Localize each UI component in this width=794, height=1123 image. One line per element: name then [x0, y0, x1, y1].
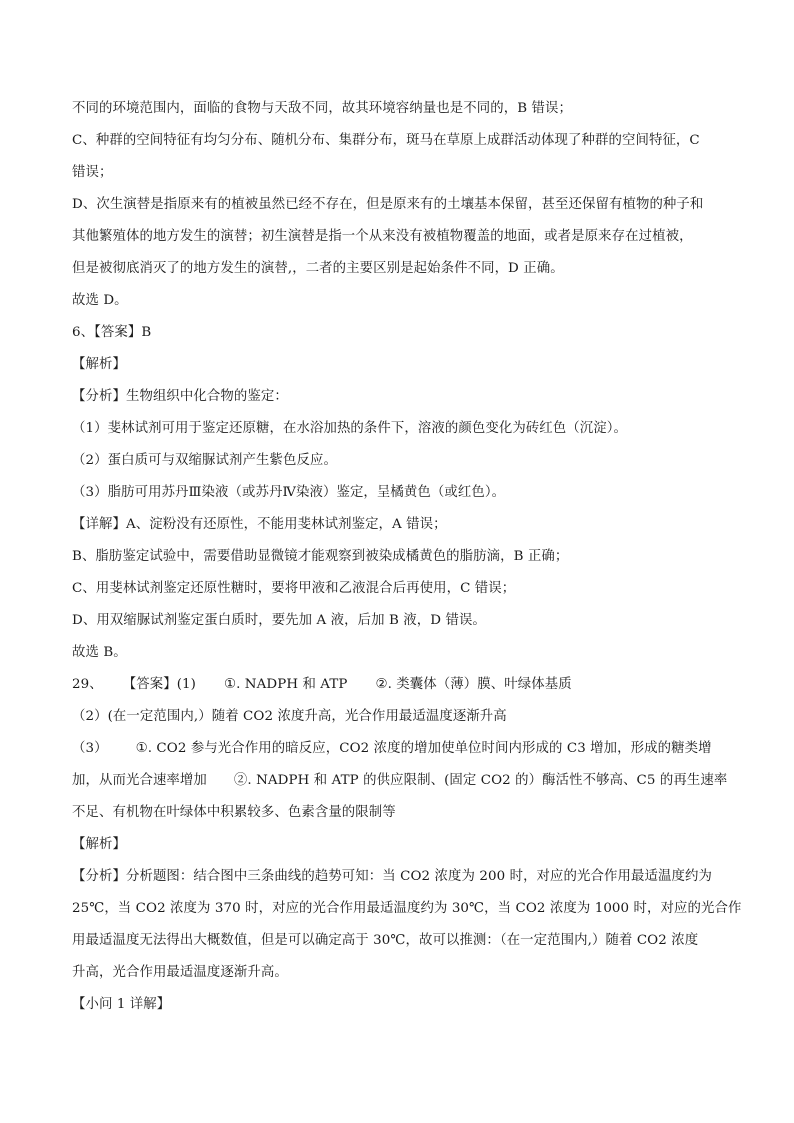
text-line: 不同的环境范围内，面临的食物与天敌不同，故其环境容纳量也是不同的，B 错误；	[72, 101, 572, 116]
text-line: 加，从而光合速率增加 ②. NADPH 和 ATP 的供应限制、(固定 CO2 的）酶活性不够高、C5 的再生速率	[72, 773, 728, 788]
text-line: 【详解】A、淀粉没有还原性，不能用斐林试剂鉴定，A 错误；	[72, 517, 447, 532]
text-line: 25℃，当 CO2 浓度为 370 时，对应的光合作用最适温度约为 30℃，当 CO2 浓度为 1000 时，对应的光合作	[72, 901, 742, 916]
answer-heading: 6、【答案】B	[72, 325, 152, 340]
q29-part2: ②. 类囊体（薄）膜、叶绿体基质	[375, 677, 572, 692]
text-line: （2）蛋白质可与双缩脲试剂产生紫色反应。	[72, 453, 337, 468]
document-page	[72, 98, 742, 1026]
q29-number: 29、	[72, 677, 103, 692]
q29-line3	[72, 738, 732, 759]
text-line: B、脂肪鉴定试验中，需要借助显微镜才能观察到被染成橘黄色的脂肪滴，B 正确；	[72, 549, 569, 564]
text-line: 升高，光合作用最适温度逐渐升高。	[72, 965, 288, 980]
text-line: 【分析】生物组织中化合物的鉴定：	[72, 389, 288, 404]
text-line: （1）斐林试剂可用于鉴定还原糖，在水浴加热的条件下，溶液的颜色变化为砖红色（沉淀）。	[72, 421, 628, 436]
q29-answer-label: 【答案】(1)	[122, 677, 196, 692]
text-line: 不足、有机物在叶绿体中积累较多、色素含量的限制等	[72, 805, 396, 820]
analysis-heading: 【解析】	[72, 837, 126, 852]
text-line: 故选 D。	[72, 293, 128, 308]
subquestion-heading: 【小问 1 详解】	[72, 997, 171, 1012]
q29-line3-number: （3）	[72, 741, 108, 756]
text-line: （3）脂肪可用苏丹Ⅲ染液（或苏丹Ⅳ染液）鉴定，呈橘黄色（或红色）。	[72, 485, 506, 500]
text-line: 故选 B。	[72, 645, 127, 660]
text-line: （2）(在一定范围内,）随着 CO2 浓度升高，光合作用最适温度逐渐升高	[72, 709, 507, 724]
text-line: 但是被彻底消灭了的地方发生的演替,，二者的主要区别是起始条件不同，D 正确。	[72, 261, 564, 276]
q29-part1: ①. NADPH 和 ATP	[223, 677, 348, 692]
text-line: D、次生演替是指原来有的植被虽然已经不存在，但是原来有的土壤基本保留，甚至还保留有植物的种子和	[72, 197, 704, 212]
text-line: 用最适温度无法得出大概数值，但是可以确定高于 30℃，故可以推测：（在一定范围内,）随着 CO2 浓度	[72, 933, 699, 948]
text-line: D、用双缩脲试剂鉴定蛋白质时，要先加 A 液，后加 B 液，D 错误。	[72, 613, 486, 628]
q29-line3-text: ①. CO2 参与光合作用的暗反应，CO2 浓度的增加使单位时间内形成的 C3 增加，形成的糖类增	[135, 741, 712, 756]
analysis-heading: 【解析】	[72, 357, 126, 372]
text-line: C、用斐林试剂鉴定还原性糖时，要将甲液和乙液混合后再使用，C 错误；	[72, 581, 516, 596]
text-line: C、种群的空间特征有均匀分布、随机分布、集群分布，斑马在草原上成群活动体现了种群的空间特征，C	[72, 133, 700, 148]
text-line: 【分析】分析题图：结合图中三条曲线的趋势可知：当 CO2 浓度为 200 时，对应的光合作用最适温度约为	[72, 869, 712, 884]
text-line: 错误；	[72, 165, 113, 180]
text-line: 其他繁殖体的地方发生的演替；初生演替是指一个从来没有被植物覆盖的地面，或者是原来存在过植被，	[72, 229, 693, 244]
q29-answer-line	[72, 674, 732, 695]
